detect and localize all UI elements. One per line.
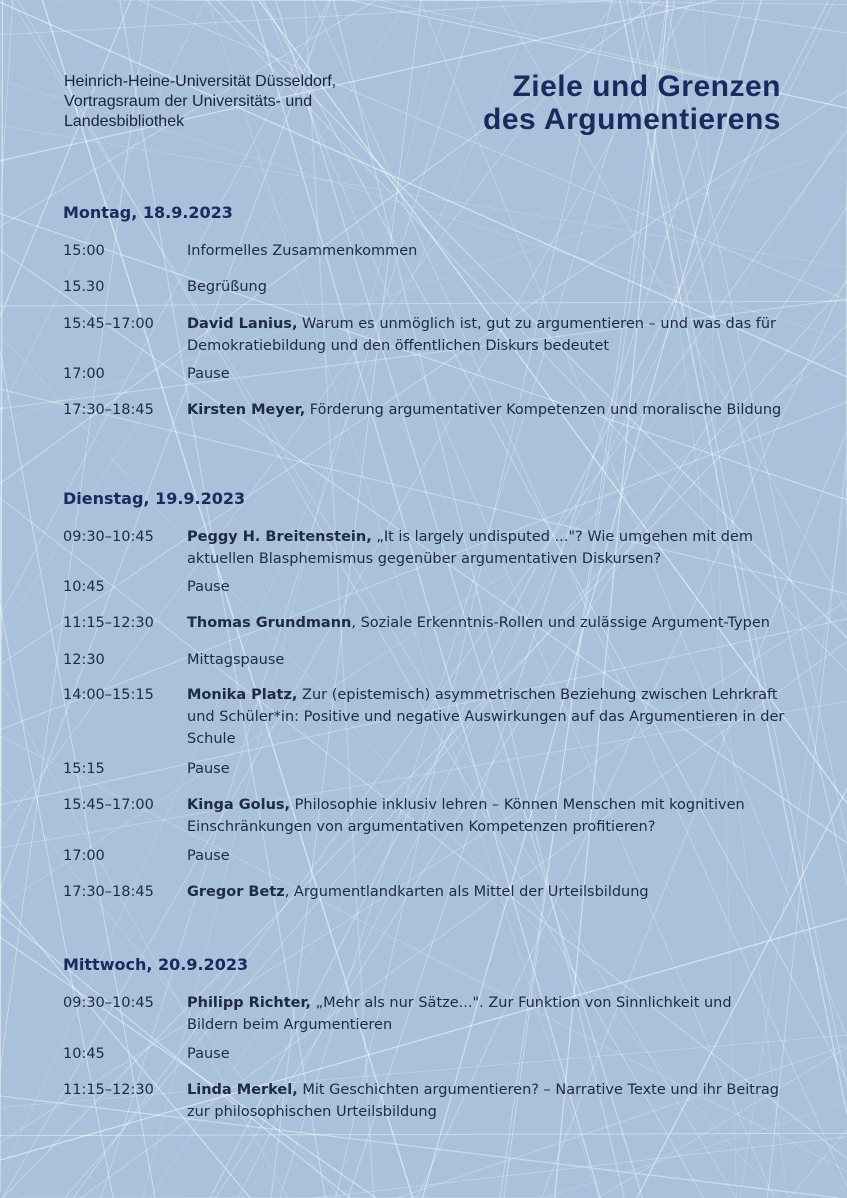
entry-time: 15:00 xyxy=(63,243,105,259)
entry-text-block xyxy=(187,526,787,570)
entry-text-block xyxy=(187,845,787,867)
entry-speaker: Thomas Grundmann xyxy=(187,615,352,631)
entry-time: 11:15–12:30 xyxy=(63,615,154,631)
entry-speaker: Linda Merkel, xyxy=(187,1082,298,1098)
entry-time: 15.30 xyxy=(63,279,105,295)
background-line xyxy=(0,0,617,35)
entry-speaker: Peggy H. Breitenstein, xyxy=(187,529,372,545)
entry-time: 12:30 xyxy=(63,652,105,668)
background-line xyxy=(0,0,331,890)
entry-time: 15:45–17:00 xyxy=(63,797,154,813)
entry-text-block xyxy=(187,276,787,298)
entry-text-block xyxy=(187,649,787,671)
entry-title: „It is largely undisputed ..."? Wie umgehen mit dem aktuellen Blasphemismus gegenüber argumentativen Diskursen? xyxy=(187,529,753,567)
venue-line-1: Heinrich-Heine-Universität Düsseldorf, xyxy=(64,73,337,90)
entry-title: Pause xyxy=(187,1046,230,1062)
entry-title: Pause xyxy=(187,366,230,382)
entry-speaker: Gregor Betz xyxy=(187,884,285,900)
entry-time: 09:30–10:45 xyxy=(63,995,154,1011)
entry-text-block xyxy=(187,758,787,780)
entry-speaker: Kinga Golus, xyxy=(187,797,291,813)
entry-speaker: Kirsten Meyer, xyxy=(187,402,306,418)
entry-title: Pause xyxy=(187,579,230,595)
entry-text-block xyxy=(187,794,787,838)
entry-text-block xyxy=(187,881,787,903)
entry-text-block xyxy=(187,1043,787,1065)
entry-title: Mit Geschichten argumentieren? – Narrative Texte und ihr Beitrag zur philosophischen Urteilsbildung xyxy=(187,1082,780,1120)
day-heading-monday: Montag, 18.9.2023 xyxy=(63,203,233,222)
entry-text-block xyxy=(187,363,787,385)
entry-time: 14:00–15:15 xyxy=(63,687,154,703)
title-line-1: Ziele und Grenzen xyxy=(512,70,781,103)
entry-time: 10:45 xyxy=(63,579,105,595)
venue-line-3: Landesbibliothek xyxy=(64,113,185,130)
background-line xyxy=(0,1133,847,1135)
entry-time: 17:00 xyxy=(63,848,105,864)
background-line xyxy=(0,937,376,1198)
entry-title: Warum es unmöglich ist, gut zu argumentieren – und was das für Demokratiebildung und den öffentlichen Diskurs bedeutet xyxy=(187,316,777,354)
entry-text-block xyxy=(187,313,787,357)
entry-text-block xyxy=(187,992,787,1036)
day-heading-wednesday: Mittwoch, 20.9.2023 xyxy=(63,955,249,974)
entry-title: Informelles Zusammenkommen xyxy=(187,243,418,259)
entry-time: 09:30–10:45 xyxy=(63,529,154,545)
day-heading-tuesday: Dienstag, 19.9.2023 xyxy=(63,489,246,508)
entry-title: , Argumentlandkarten als Mittel der Urteilsbildung xyxy=(284,884,649,900)
entry-text-block xyxy=(187,612,787,634)
entry-title: Pause xyxy=(187,761,230,777)
entry-time: 15:45–17:00 xyxy=(63,316,154,332)
venue-block xyxy=(64,72,336,132)
entry-title: Mittagspause xyxy=(187,652,285,668)
entry-time: 15:15 xyxy=(63,761,105,777)
entry-time: 11:15–12:30 xyxy=(63,1082,154,1098)
title-line-2: des Argumentierens xyxy=(483,103,781,136)
entry-text-block xyxy=(187,399,787,421)
entry-text-block xyxy=(187,240,787,262)
entry-title: Begrüßung xyxy=(187,279,267,295)
entry-text-block xyxy=(187,1079,787,1123)
entry-text-block xyxy=(187,576,787,598)
entry-title: Pause xyxy=(187,848,230,864)
entry-speaker: David Lanius, xyxy=(187,316,298,332)
entry-title: „Mehr als nur Sätze...". Zur Funktion von Sinnlichkeit und Bildern beim Argumentieren xyxy=(187,995,732,1033)
entry-title: Förderung argumentativer Kompetenzen und moralische Bildung xyxy=(305,402,782,418)
entry-speaker: Philipp Richter, xyxy=(187,995,312,1011)
entry-time: 17:30–18:45 xyxy=(63,884,154,900)
page-title xyxy=(483,70,781,136)
entry-speaker: Monika Platz, xyxy=(187,687,298,703)
entry-text-block xyxy=(187,684,787,750)
entry-time: 17:00 xyxy=(63,366,105,382)
entry-title: Philosophie inklusiv lehren – Können Menschen mit kognitiven Einschränkungen von argumentativen Kompetenzen profitieren? xyxy=(187,797,745,835)
entry-time: 10:45 xyxy=(63,1046,105,1062)
venue-line-2: Vortragsraum der Universitäts- und xyxy=(64,93,313,110)
entry-title: , Soziale Erkenntnis-Rollen und zulässige Argument-Typen xyxy=(351,615,770,631)
entry-title: Zur (epistemisch) asymmetrischen Beziehung zwischen Lehrkraft und Schüler*in: Positive und negative Auswirkungen auf das Argumentieren in der Schule xyxy=(187,687,785,747)
entry-time: 17:30–18:45 xyxy=(63,402,154,418)
